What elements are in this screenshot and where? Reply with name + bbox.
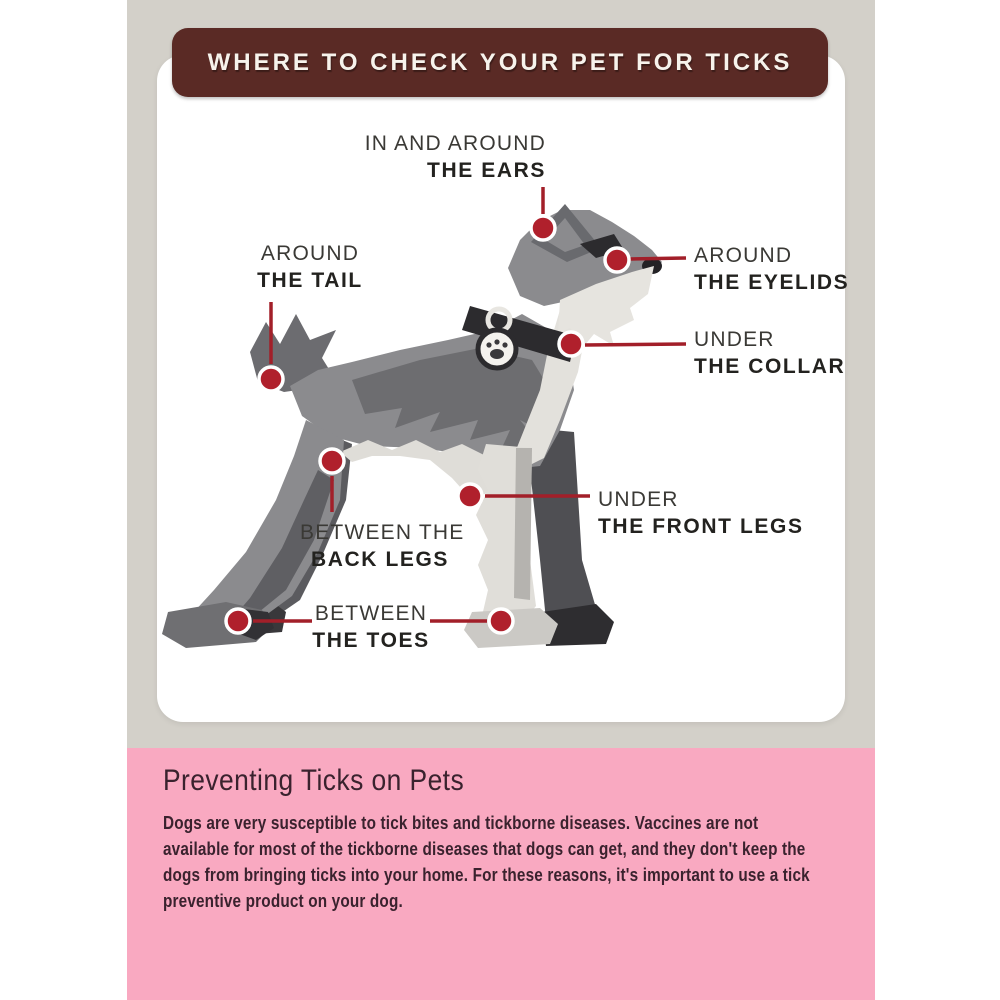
label-front-legs xyxy=(598,486,804,540)
marker-back-legs xyxy=(320,449,344,473)
tag-paw-toe-1 xyxy=(486,342,491,347)
marker-collar xyxy=(559,332,583,356)
label-eyelids-line2: THE EYELIDS xyxy=(694,271,850,294)
leader-line-eyelids xyxy=(630,258,686,259)
label-collar xyxy=(694,326,845,380)
prevention-panel xyxy=(127,748,875,1000)
label-tail-line2: THE TAIL xyxy=(257,269,363,292)
label-tail xyxy=(230,240,390,294)
marker-toes-right xyxy=(489,609,513,633)
label-tail-line1: AROUND xyxy=(260,242,360,265)
label-ears xyxy=(365,130,546,184)
label-toes-line2: THE TOES xyxy=(312,629,430,652)
label-ears-line2: THE EARS xyxy=(427,159,546,182)
tag-paw-pad xyxy=(490,349,504,359)
label-collar-line1: UNDER xyxy=(694,328,775,351)
marker-ears xyxy=(531,216,555,240)
label-back-legs xyxy=(300,519,465,573)
label-collar-line2: THE COLLAR xyxy=(694,355,846,378)
label-front-legs-line1: UNDER xyxy=(598,488,679,511)
tag-paw-toe-3 xyxy=(502,342,507,347)
label-eyelids-line1: AROUND xyxy=(694,244,793,267)
marker-tail xyxy=(259,367,283,391)
label-toes-line1: BETWEEN xyxy=(314,602,428,625)
label-back-legs-line2: BACK LEGS xyxy=(310,548,450,571)
label-eyelids xyxy=(694,242,849,296)
page-title: WHERE TO CHECK YOUR PET FOR TICKS xyxy=(207,48,793,76)
prevention-panel-inner xyxy=(127,748,875,914)
label-front-legs-line2: THE FRONT LEGS xyxy=(598,515,804,538)
label-toes xyxy=(291,600,451,654)
prevention-body-text: Dogs are very susceptible to tick bites and tickborne diseases. Vaccines are not available for most of the tickborne diseases that dogs can get, and they don't keep the dogs from bringing ticks into your home. For these reasons, it's important to use a tick preventive product on your dog. xyxy=(163,813,810,911)
marker-front-legs xyxy=(458,484,482,508)
marker-eyelids xyxy=(605,248,629,272)
prevention-heading: Preventing Ticks on Pets xyxy=(163,764,465,797)
marker-toes-left xyxy=(226,609,250,633)
tag-paw-toe-2 xyxy=(494,339,499,344)
dog-front-leg-shade xyxy=(514,448,532,600)
label-ears-line1: IN AND AROUND xyxy=(364,132,546,155)
label-back-legs-line1: BETWEEN THE xyxy=(300,521,465,544)
leader-line-collar xyxy=(585,344,686,345)
